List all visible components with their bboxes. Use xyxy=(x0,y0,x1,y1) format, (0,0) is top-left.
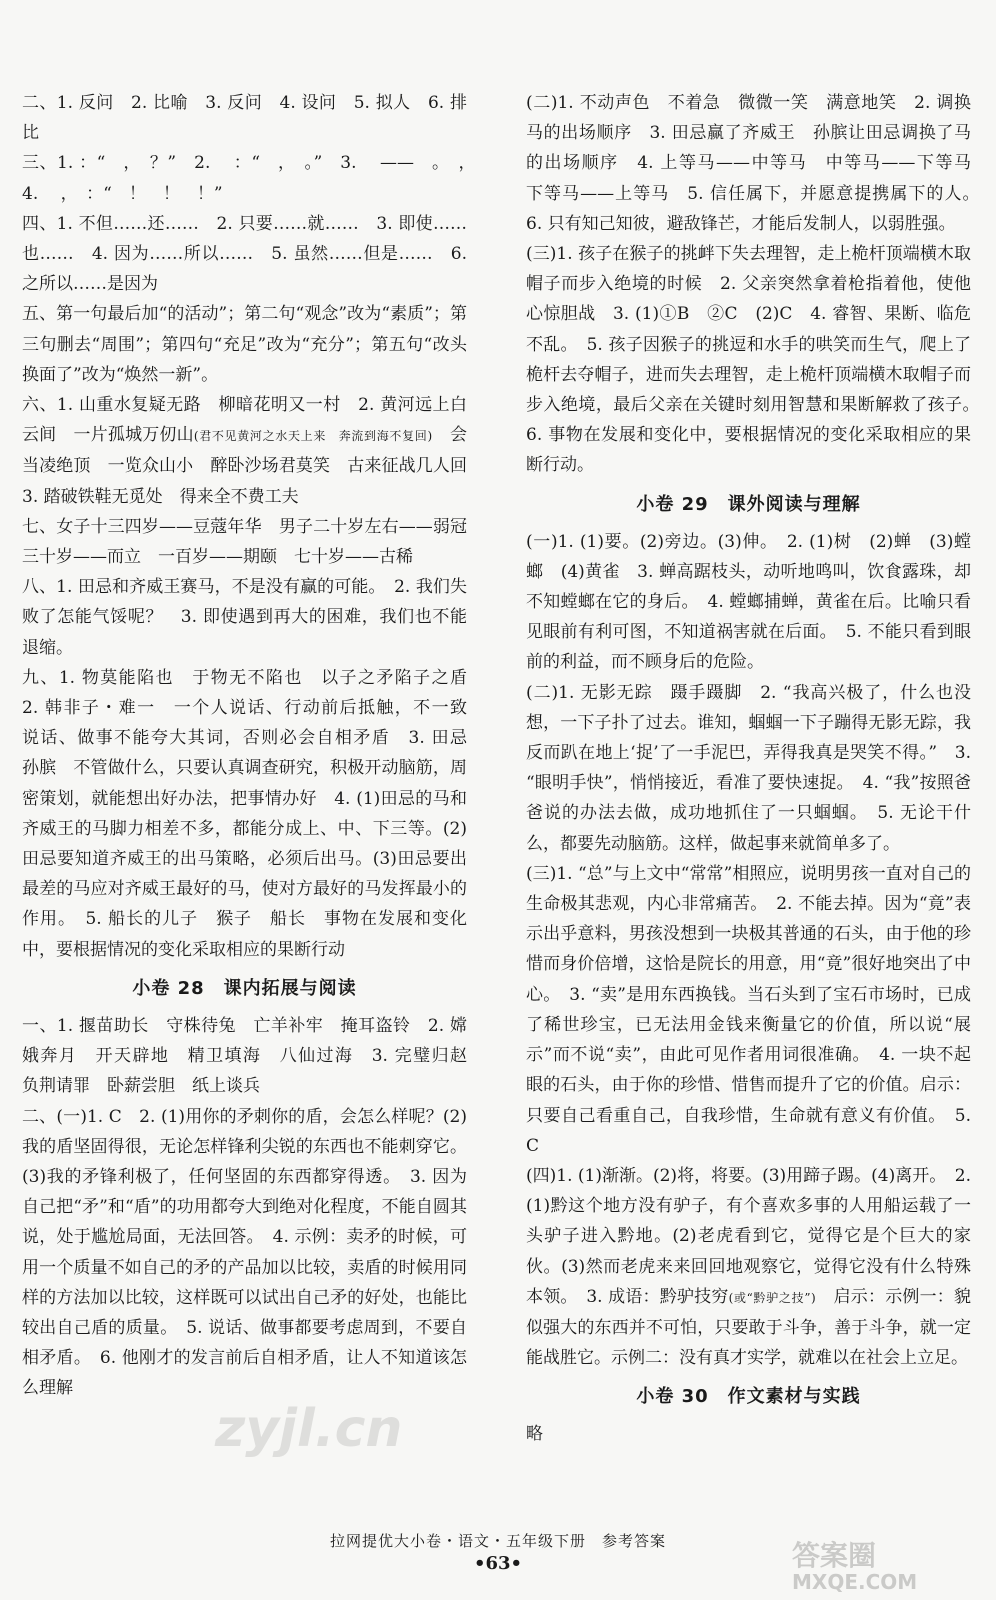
answer-section-3: 三、1. ：“ ， ？” 2. ：“ ， 。” 3. —— 。 ， 4. ， ：“ ！ ！ ！” xyxy=(22,153,484,204)
answer-section-6-note: (君不见黄河之水天上来 奔流到海不复回) xyxy=(193,429,433,444)
right-column xyxy=(526,88,988,1450)
unit29-reading-3: (三)1. “总”与上文中“常常”相照应，说明男孩一直对自己的生命极其悲观，内心非常痛苦。 2. 不能去掉。因为“竟”表示出乎意料，男孩没想到一块极其普通的石头，由于他的珍惜而身价倍增，这恰是院长的用意，用“竟”很好地突出了中心。 3. “卖”是用东西换钱。当石头到了宝石市场时，已成了稀世珍宝，已无法用金钱来衡量它的价值，所以说“展示”而不说“卖”，由此可见作者用词很准确。 4. 一块不起眼的石头，由于你的珍惜、惜售而提升了它的价值。启示：只要自己看重自己，自我珍惜，生命就有意义有价值。 5. C xyxy=(526,863,971,1156)
unit29-reading-4-note: (或“黔驴之技”) xyxy=(728,1290,817,1305)
answer-section-9: 九、1. 物莫能陷也 于物无不陷也 以子之矛陷子之盾 2. 韩非子・难一 一个人说话、行动前后抵触，不一致 说话、做事不能夸大其词，否则必会自相矛盾 3. 田忌 孙膑 不管做什么，只要认真调查研究，积极开动脑筋，周密策划，就能想出好办法，把事情办好 4. (1)田忌的马和齐威王的马脚力相差不多，都能分成上、中、下三等。(2)田忌要知道齐威王的出马策略，必须后出马。(3)田忌要出最差的马应对齐威王最好的马，使对方最好的马发挥最小的作用。 5. 船长的儿子 猴子 船长 事物在发展和变化中，要根据情况的变化采取相应的果断行动 xyxy=(22,667,484,960)
answer-section-5: 五、第一句最后加“的活动”；第二句“观念”改为“素质”；第三句删去“周围”；第四句“充足”改为“充分”；第五句“改头换面了”改为“焕然一新”。 xyxy=(22,304,467,385)
section-heading-29: 小卷 29 课外阅读与理解 xyxy=(636,493,861,515)
unit29-reading-2: (二)1. 无影无踪 蹑手蹑脚 2. “我高兴极了，什么也没想，一下子扑了过去。谁知，蝈蝈一下子蹦得无影无踪，我反而趴在地上‘捉’了一手泥巴，弄得我真是哭笑不得。” 3. “眼明手快”，悄悄接近，看准了要快速捉。 4. “我”按照爸爸说的办法去做，成功地抓住了一只蝈蝈。 5. 无论干什么，都要先动脑筋。这样，做起事来就简单多了。 xyxy=(526,682,971,854)
unit30-answer: 略 xyxy=(526,1424,543,1445)
page-number: •63• xyxy=(473,1553,523,1574)
unit29-reading-4-rest: 启示：示例一：貌似强大的东西并不可怕，只要敢于斗争，善于斗争，就一定能战胜它。示例二：没有真才实学，就难以在社会上立足。 xyxy=(526,1286,972,1369)
unit28-part-2: 二、(一)1. C 2. (1)用你的矛刺你的盾，会怎么样呢？(2)我的盾坚固得很，无论怎样锋利尖锐的东西也不能刺穿它。(3)我的矛锋利极了，任何坚固的东西都穿得透。 3. 因为自己把“矛”和“盾”的功用都夸大到绝对化程度，不能自圆其说，处于尴尬局面，无法回答。 4. 示例：卖矛的时候，可用一个质量不如自己的矛的产品加以比较，卖盾的时候用同样的方法加以比较，这样既可以试出自己矛的好处，也能比较出自己盾的质量。 5. 说话、做事都要考虑周到，不要自相矛盾。 6. 他刚才的发言前后自相矛盾，让人不知道该怎么理解 xyxy=(22,1106,467,1399)
left-column xyxy=(22,88,484,1404)
answer-section-6-main: 六、1. 山重水复疑无路 柳暗花明又一村 2. 黄河远上白云间 一片孤城万仞山 xyxy=(22,395,467,446)
answer-section-8: 八、1. 田忌和齐威王赛马，不是没有赢的可能。 2. 我们失败了怎能气馁呢？ 3. 即使遇到再大的困难，我们也不能退缩。 xyxy=(22,577,467,658)
svg-text:MXQE.COM: MXQE.COM xyxy=(792,1570,918,1594)
unit29-reading-4 xyxy=(526,1161,971,1373)
unit29-reading-4-main: (四)1. (1)渐渐。(2)将，将要。(3)用蹄子踢。(4)离开。 2. (1)黔这个地方没有驴子，有个喜欢多事的人用船运载了一头驴子进入黔地。(2)老虎看到它，觉得它是个巨大的家伙。(3)然而老虎来来回回地观察它，觉得它没有什么特殊本领。 3. 成语：黔驴技穷 xyxy=(526,1165,971,1307)
svg-text:答案圈: 答案圈 xyxy=(792,1539,877,1572)
answer-section-2: 二、1. 反问 2. 比喻 3. 反问 4. 设问 5. 拟人 6. 排比 xyxy=(22,93,467,144)
section-heading-28: 小卷 28 课内拓展与阅读 xyxy=(132,977,357,999)
section-heading-30: 小卷 30 作文素材与实践 xyxy=(636,1386,861,1408)
answer-section-4: 四、1. 不但……还…… 2. 只要……就…… 3. 即使……也…… 4. 因为……所以…… 5. 虽然……但是…… 6. 之所以……是因为 xyxy=(22,213,467,295)
answer-section-6-rest: 会当凌绝顶 一览众山小 醉卧沙场君莫笑 古来征战几人回 3. 踏破铁鞋无觅处 得来全不费工夫 xyxy=(22,425,484,507)
watermark-logo-left xyxy=(205,1388,485,1468)
unit28-part-2-reading-2: (二)1. 不动声色 不着急 微微一笑 满意地笑 2. 调换马的出场顺序 3. 田忌赢了齐威王 孙膑让田忌调换了马的出场顺序 4. 上等马——中等马 中等马——下等马 下等马——上等马 5. 信任属下，并愿意提携属下的人。 6. 只有知己知彼，避敌锋芒，才能后发制人，以弱胜强。 xyxy=(526,93,988,234)
answer-section-6 xyxy=(22,390,484,512)
footer-title: 拉网提优大小卷・语文・五年级下册 参考答案 xyxy=(329,1532,666,1550)
unit29-reading-1: (一)1. (1)要。(2)旁边。(3)伸。 2. (1)树 (2)蝉 (3)螳螂 (4)黄雀 3. 蝉高踞枝头，动听地鸣叫，饮食露珠，却不知螳螂在它的身后。 4. 螳螂捕蝉，黄雀在后。比喻只看见眼前有利可图，不知道祸害就在后面。 5. 不能只看到眼前的利益，而不顾身后的危险。 xyxy=(526,531,971,673)
watermark-logo-right xyxy=(786,1535,976,1595)
unit28-part-2-reading-3: (三)1. 孩子在猴子的挑衅下失去理智，走上桅杆顶端横木取帽子而步入绝境的时候 2. 父亲突然拿着枪指着他，使他心惊胆战 3. (1)①B ②C (2)C 4. 睿智、果断、临危不乱。 5. 孩子因猴子的挑逗和水手的哄笑而生气，爬上了桅杆去夺帽子，进而失去理智，走上桅杆顶端横木取帽子而步入绝境，最后父亲在关键时刻用智慧和果断解救了孩子。 6. 事物在发展和变化中，要根据情况的变化采取相应的果断行动。 xyxy=(526,244,988,476)
svg-text:zyjl.cn: zyjl.cn xyxy=(215,1399,403,1459)
answer-section-7: 七、女子十三四岁——豆蔻年华 男子二十岁左右——弱冠 三十岁——而立 一百岁——期颐 七十岁——古稀 xyxy=(22,516,484,568)
unit28-part-1: 一、1. 揠苗助长 守株待兔 亡羊补牢 掩耳盗铃 2. 嫦娥奔月 开天辟地 精卫填海 八仙过海 3. 完璧归赵 负荆请罪 卧薪尝胆 纸上谈兵 xyxy=(22,1015,484,1097)
